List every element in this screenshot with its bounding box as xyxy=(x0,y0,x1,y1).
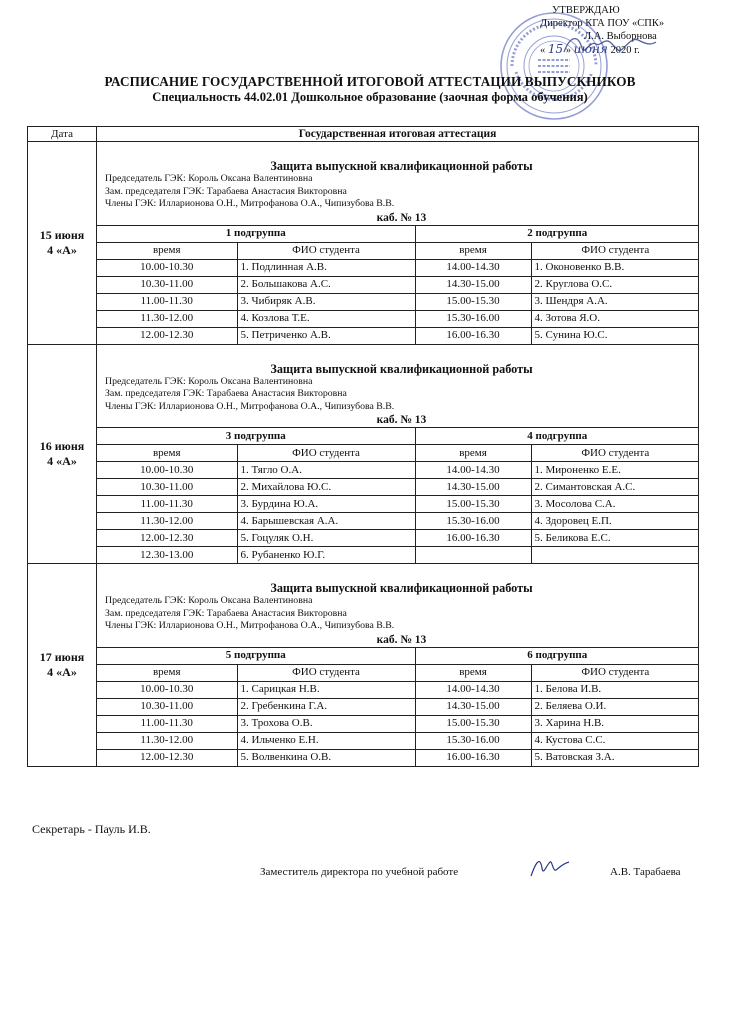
time-cell: 16.00-16.30 xyxy=(415,749,531,766)
student-cell: 4. Кустова С.С. xyxy=(531,732,699,749)
day-block xyxy=(97,142,699,345)
date-open-quote: « xyxy=(540,45,546,56)
col-fio: ФИО студента xyxy=(531,664,699,681)
time-cell: 15.00-15.30 xyxy=(415,496,531,513)
table-row xyxy=(97,749,699,766)
student-cell: 6. Рубаненко Ю.Г. xyxy=(237,547,415,564)
table-row xyxy=(97,479,699,496)
time-cell: 10.30-11.00 xyxy=(97,276,237,293)
student-cell: 2. Круглова О.С. xyxy=(531,276,699,293)
student-cell: 1. Мироненко Е.Е. xyxy=(531,462,699,479)
official-stamp xyxy=(498,10,610,122)
col-time: время xyxy=(415,445,531,462)
student-cell: 2. Большакова А.С. xyxy=(237,276,415,293)
commission-chair: Председатель ГЭК: Король Оксана Валентиновна xyxy=(105,173,313,184)
time-cell: 14.30-15.00 xyxy=(415,479,531,496)
student-cell: 2. Михайлова Ю.С. xyxy=(237,479,415,496)
student-cell: 5. Ватовская З.А. xyxy=(531,749,699,766)
time-cell: 10.30-11.00 xyxy=(97,698,237,715)
commission-deputy: Зам. председателя ГЭК: Тарабаева Анастасия Викторовна xyxy=(105,388,347,399)
col-fio: ФИО студента xyxy=(237,664,415,681)
table-row xyxy=(97,715,699,732)
commission-deputy: Зам. председателя ГЭК: Тарабаева Анастасия Викторовна xyxy=(105,185,347,197)
table-row xyxy=(97,327,699,344)
day-date: 16 июня xyxy=(39,438,85,453)
day-cell xyxy=(28,564,97,767)
student-cell: 5. Сунина Ю.С. xyxy=(531,327,699,344)
time-cell: 14.30-15.00 xyxy=(415,698,531,715)
time-cell: 11.30-12.00 xyxy=(97,732,237,749)
student-cell: 5. Петриченко А.В. xyxy=(237,327,415,344)
col-time: время xyxy=(97,242,237,259)
col-time: время xyxy=(97,664,237,681)
time-cell xyxy=(415,547,531,564)
approval-signature-name: Л.А. Выборнова xyxy=(584,31,657,42)
secretary-line: Секретарь - Пауль И.В. xyxy=(32,822,151,836)
time-cell: 11.00-11.30 xyxy=(97,293,237,310)
deputy-name: А.В. Тарабаева xyxy=(610,866,681,878)
time-cell: 15.30-16.00 xyxy=(415,732,531,749)
time-cell: 10.00-10.30 xyxy=(97,462,237,479)
page-subtitle: Специальность 44.02.01 Дошкольное образование (заочная форма обучения) xyxy=(152,90,588,104)
director-signature xyxy=(560,30,660,60)
student-cell: 1. Сарицкая Н.В. xyxy=(237,681,415,698)
time-cell: 12.00-12.30 xyxy=(97,530,237,547)
day-group: 4 «А» xyxy=(47,242,77,257)
subgroup-table xyxy=(97,427,699,563)
table-row xyxy=(97,259,699,276)
table-row xyxy=(97,681,699,698)
student-cell: 4. Козлова Т.Е. xyxy=(237,310,415,327)
time-cell: 15.00-15.30 xyxy=(415,293,531,310)
block-title: Защита выпускной квалификационной работы xyxy=(270,159,533,173)
student-cell: 1. Оконовенко В.В. xyxy=(531,259,699,276)
student-cell: 2. Гребенкина Г.А. xyxy=(237,698,415,715)
time-cell: 14.00-14.30 xyxy=(415,259,531,276)
time-cell: 14.00-14.30 xyxy=(415,681,531,698)
table-row xyxy=(97,462,699,479)
room-number: каб. № 13 xyxy=(376,633,427,646)
time-cell: 11.00-11.30 xyxy=(97,496,237,513)
approval-title: УТВЕРЖДАЮ xyxy=(552,5,620,16)
student-cell: 3. Трохова О.В. xyxy=(237,715,415,732)
col-fio: ФИО студента xyxy=(237,445,415,462)
time-cell: 15.30-16.00 xyxy=(415,310,531,327)
subgroup-right: 2 подгруппа xyxy=(415,225,699,242)
day-row-3 xyxy=(28,564,699,767)
day-group: 4 «А» xyxy=(47,664,77,679)
day-group: 4 «А» xyxy=(47,453,77,468)
time-cell: 15.30-16.00 xyxy=(415,513,531,530)
student-cell: 3. Шендря А.А. xyxy=(531,293,699,310)
student-cell: 3. Мосолова С.А. xyxy=(531,496,699,513)
room-number: каб. № 13 xyxy=(376,414,427,426)
subgroup-table xyxy=(97,225,699,344)
student-cell: 5. Волвенкина О.В. xyxy=(237,749,415,766)
deputy-title: Заместитель директора по учебной работе xyxy=(260,866,459,878)
room-number: каб. № 13 xyxy=(376,211,427,224)
time-cell: 16.00-16.30 xyxy=(415,327,531,344)
day-cell xyxy=(28,142,97,345)
page-title: РАСПИСАНИЕ ГОСУДАРСТВЕННОЙ ИТОГОВОЙ АТТЕСТАЦИИ ВЫПУСКНИКОВ xyxy=(104,74,636,89)
student-cell xyxy=(531,547,699,564)
header-attestation: Государственная итоговая аттестация xyxy=(97,127,699,142)
time-cell: 12.30-13.00 xyxy=(97,547,237,564)
col-fio: ФИО студента xyxy=(531,242,699,259)
student-cell: 1. Подлинная А.В. xyxy=(237,259,415,276)
student-cell: 1. Тягло О.А. xyxy=(237,462,415,479)
date-month: июня xyxy=(573,42,608,56)
subgroup-left: 1 подгруппа xyxy=(97,225,415,242)
table-row xyxy=(97,276,699,293)
student-cell: 5. Беликова Е.С. xyxy=(531,530,699,547)
table-row xyxy=(97,310,699,327)
table-row xyxy=(97,530,699,547)
commission-chair: Председатель ГЭК: Король Оксана Валентиновна xyxy=(105,375,313,387)
date-close-quote: » xyxy=(565,45,572,56)
approval-position: Директор КГА ПОУ «СПК» xyxy=(540,18,665,29)
student-cell: 3. Харина Н.В. xyxy=(531,715,699,732)
col-time: время xyxy=(415,242,531,259)
table-row xyxy=(97,547,699,564)
time-cell: 15.00-15.30 xyxy=(415,715,531,732)
time-cell: 14.30-15.00 xyxy=(415,276,531,293)
time-cell: 12.00-12.30 xyxy=(97,749,237,766)
time-cell: 16.00-16.30 xyxy=(415,530,531,547)
subgroup-left: 3 подгруппа xyxy=(97,428,415,445)
commission-members: Члены ГЭК: Илларионова О.Н., Митрофанова О.А., Чипизубова В.В. xyxy=(105,620,395,631)
table-row xyxy=(97,732,699,749)
time-cell: 12.00-12.30 xyxy=(97,327,237,344)
schedule-table xyxy=(27,126,699,767)
student-cell: 4. Барышевская А.А. xyxy=(237,513,415,530)
time-cell: 11.30-12.00 xyxy=(97,513,237,530)
subgroup-left: 5 подгруппа xyxy=(97,647,415,664)
commission-members: Члены ГЭК: Илларионова О.Н., Митрофанова О.А., Чипизубова В.В. xyxy=(105,400,395,412)
student-cell: 2. Беляева О.И. xyxy=(531,698,699,715)
col-time: время xyxy=(97,445,237,462)
date-day: 15 xyxy=(547,42,564,56)
student-cell: 2. Симантовская А.С. xyxy=(531,479,699,496)
block-title: Защита выпускной квалификационной работы xyxy=(270,581,533,595)
header-date: Дата xyxy=(28,127,97,142)
time-cell: 10.00-10.30 xyxy=(97,259,237,276)
time-cell: 11.00-11.30 xyxy=(97,715,237,732)
time-cell: 10.00-10.30 xyxy=(97,681,237,698)
time-cell: 14.00-14.30 xyxy=(415,462,531,479)
commission-chair: Председатель ГЭК: Король Оксана Валентиновна xyxy=(105,595,313,606)
commission-deputy: Зам. председателя ГЭК: Тарабаева Анастасия Викторовна xyxy=(105,607,347,619)
table-row xyxy=(97,496,699,513)
time-cell: 11.30-12.00 xyxy=(97,310,237,327)
student-cell: 3. Чибиряк А.В. xyxy=(237,293,415,310)
day-block xyxy=(97,564,699,767)
day-date: 15 июня xyxy=(39,227,85,242)
subgroup-table xyxy=(97,647,699,766)
student-cell: 4. Ильченко Е.Н. xyxy=(237,732,415,749)
date-year: 2020 г. xyxy=(610,45,640,56)
schedule-header-row xyxy=(28,127,699,142)
block-title: Защита выпускной квалификационной работы xyxy=(270,361,533,376)
day-date: 17 июня xyxy=(39,649,85,664)
student-cell: 4. Зотова Я.О. xyxy=(531,310,699,327)
commission-members: Члены ГЭК: Илларионова О.Н., Митрофанова О.А., Чипизубова В.В. xyxy=(105,198,395,209)
day-block xyxy=(97,344,699,564)
subgroup-right: 4 подгруппа xyxy=(415,428,699,445)
student-cell: 1. Белова И.В. xyxy=(531,681,699,698)
day-row-2 xyxy=(28,344,699,564)
col-fio: ФИО студента xyxy=(237,242,415,259)
student-cell: 5. Гоцуляк О.Н. xyxy=(237,530,415,547)
day-row-1 xyxy=(28,142,699,345)
table-row xyxy=(97,698,699,715)
deputy-signature xyxy=(528,852,572,882)
time-cell: 10.30-11.00 xyxy=(97,479,237,496)
table-row xyxy=(97,513,699,530)
day-cell xyxy=(28,344,97,564)
table-row xyxy=(97,293,699,310)
student-cell: 3. Бурдина Ю.А. xyxy=(237,496,415,513)
col-time: время xyxy=(415,664,531,681)
col-fio: ФИО студента xyxy=(531,445,699,462)
student-cell: 4. Здоровец Е.П. xyxy=(531,513,699,530)
subgroup-right: 6 подгруппа xyxy=(415,647,699,664)
